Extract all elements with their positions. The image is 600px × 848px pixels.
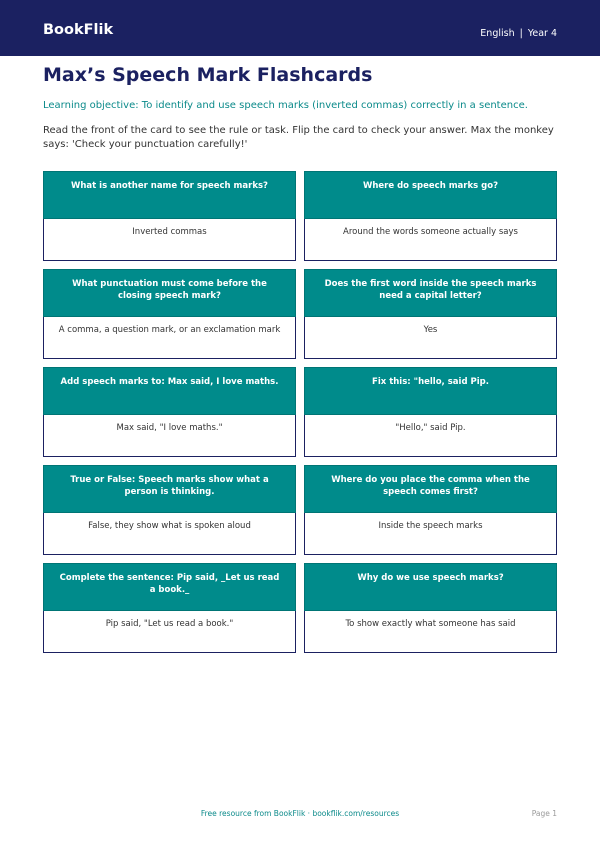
- flashcard[interactable]: [304, 465, 557, 555]
- top-header-bar: [0, 0, 600, 56]
- subject-label: English: [480, 28, 515, 39]
- flashcard[interactable]: [43, 269, 296, 359]
- flashcard-back: Inside the speech marks: [304, 513, 557, 555]
- instructions-text: Read the front of the card to see the rule or task. Flip the card to check your answer. Max the monkey says: 'Check your punctuation carefully!': [43, 125, 554, 150]
- flashcard-front: What punctuation must come before the closing speech mark?: [43, 269, 296, 317]
- flashcard-back: False, they show what is spoken aloud: [43, 513, 296, 555]
- page-number: Page 1: [531, 809, 557, 818]
- flashcard-front: What is another name for speech marks?: [43, 171, 296, 219]
- flashcard-front: Where do you place the comma when the speech comes first?: [304, 465, 557, 513]
- flashcard[interactable]: [43, 465, 296, 555]
- footer-credit[interactable]: Free resource from BookFlik · bookflik.com/resources: [200, 809, 400, 818]
- flashcard-front: Add speech marks to: Max said, I love maths.: [43, 367, 296, 415]
- flashcard-front: Where do speech marks go?: [304, 171, 557, 219]
- flashcard-back: "Hello," said Pip.: [304, 415, 557, 457]
- flashcard-back: Yes: [304, 317, 557, 359]
- flashcard-back: Max said, "I love maths.": [43, 415, 296, 457]
- flashcard-grid: [43, 171, 557, 653]
- flashcard-back: Around the words someone actually says: [304, 219, 557, 261]
- flashcard[interactable]: [43, 563, 296, 653]
- year-label: Year 4: [527, 28, 557, 39]
- learning-objective: Learning objective: To identify and use speech marks (inverted commas) correctly in a sentence.: [43, 100, 528, 111]
- brand-logo[interactable]: BookFlik: [43, 22, 114, 38]
- flashcard-back: Pip said, "Let us read a book.": [43, 611, 296, 653]
- flashcard[interactable]: [304, 367, 557, 457]
- meta-separator: |: [519, 28, 523, 39]
- flashcard-front: Fix this: "hello, said Pip.: [304, 367, 557, 415]
- flashcard[interactable]: [304, 563, 557, 653]
- flashcard-front: Complete the sentence: Pip said, _Let us read a book._: [43, 563, 296, 611]
- flashcard[interactable]: [304, 269, 557, 359]
- flashcard-back: Inverted commas: [43, 219, 296, 261]
- flashcard[interactable]: [304, 171, 557, 261]
- flashcard-front: Does the first word inside the speech marks need a capital letter?: [304, 269, 557, 317]
- flashcard[interactable]: [43, 367, 296, 457]
- flashcard-back: A comma, a question mark, or an exclamation mark: [43, 317, 296, 359]
- flashcard-front: True or False: Speech marks show what a person is thinking.: [43, 465, 296, 513]
- flashcard[interactable]: [43, 171, 296, 261]
- flashcard-back: To show exactly what someone has said: [304, 611, 557, 653]
- subject-year-label: [480, 28, 557, 39]
- page-title: Max’s Speech Mark Flashcards: [43, 64, 373, 86]
- flashcard-front: Why do we use speech marks?: [304, 563, 557, 611]
